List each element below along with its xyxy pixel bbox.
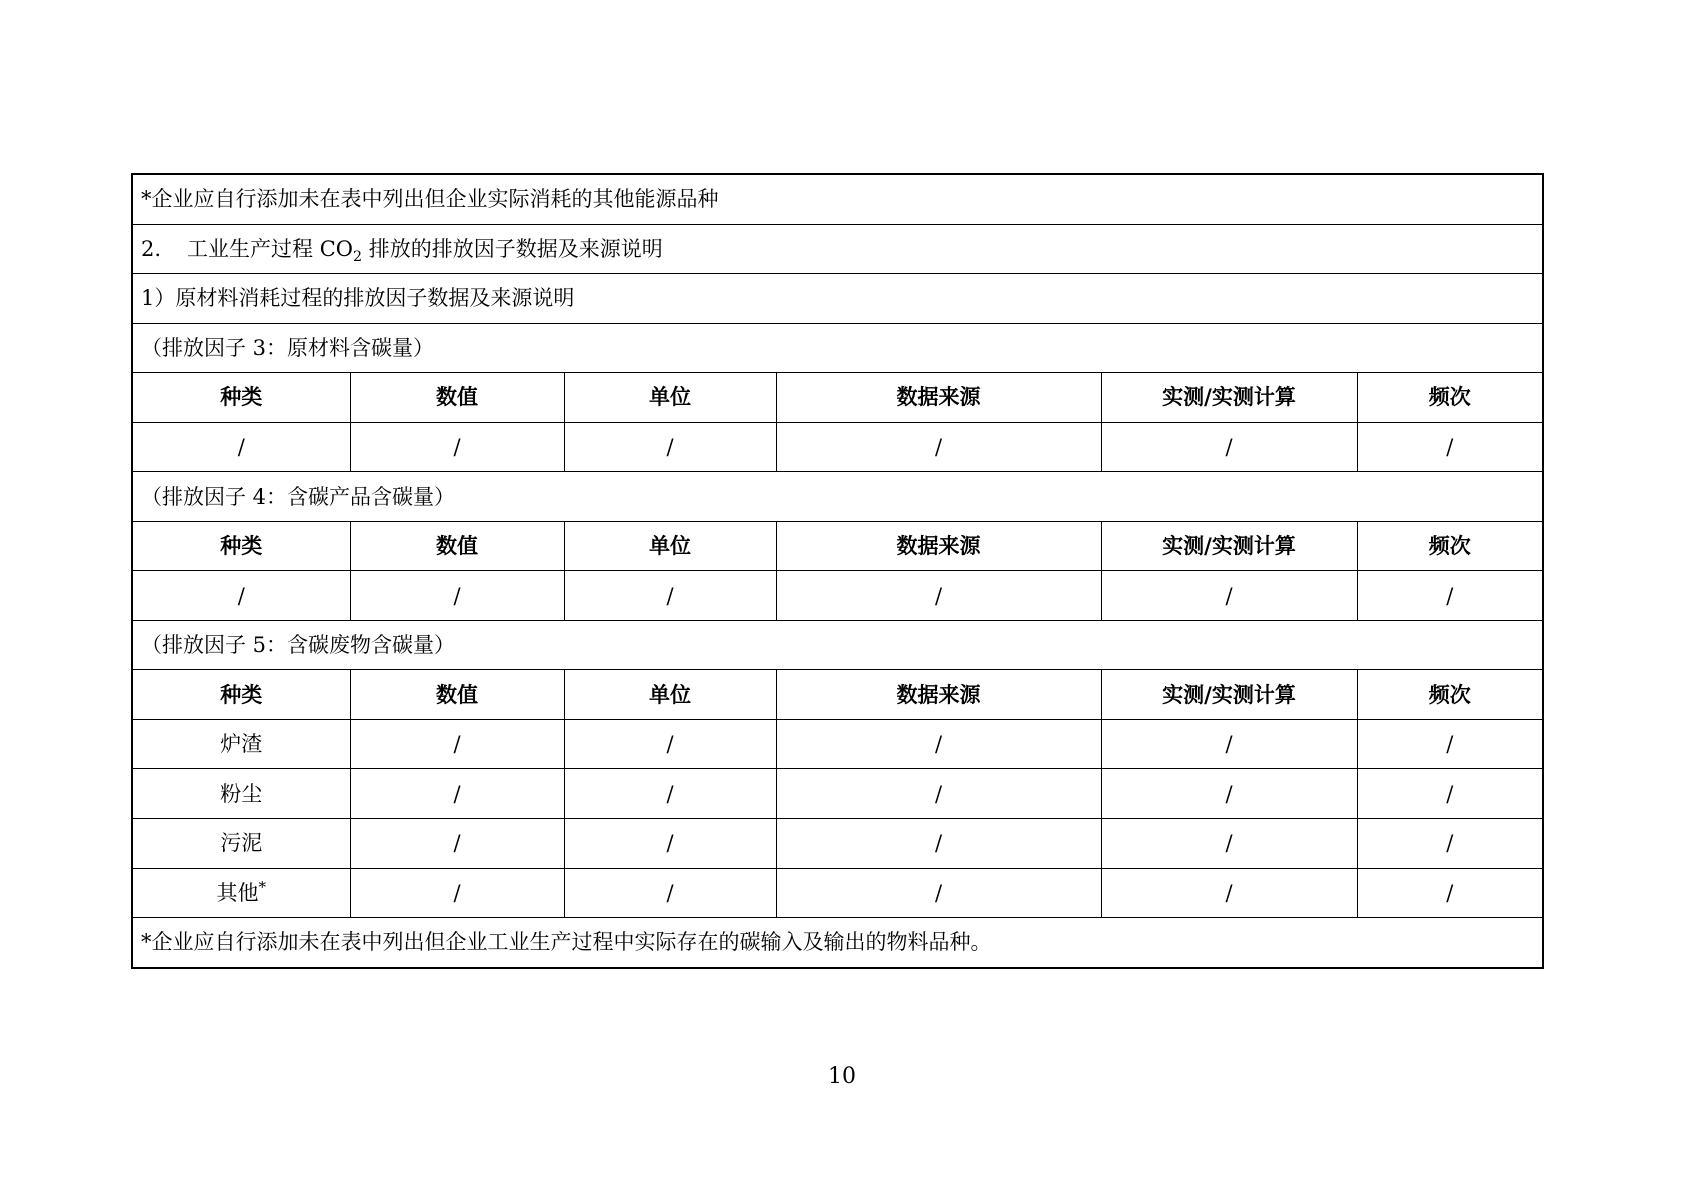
section-number: 2. bbox=[141, 236, 162, 261]
table-cell: / bbox=[776, 819, 1101, 869]
col-header-value: 数值 bbox=[350, 521, 564, 571]
table-cell: / bbox=[776, 719, 1101, 769]
col-header-frequency: 频次 bbox=[1357, 670, 1543, 720]
table-cell: / bbox=[1101, 819, 1357, 869]
table-cell: / bbox=[350, 422, 564, 472]
col-header-unit: 单位 bbox=[564, 521, 776, 571]
table-cell: / bbox=[776, 571, 1101, 621]
col-header-data-source: 数据来源 bbox=[776, 521, 1101, 571]
table-cell: / bbox=[564, 868, 776, 918]
col-header-frequency: 频次 bbox=[1357, 373, 1543, 423]
row-label-dust: 粉尘 bbox=[132, 769, 350, 819]
section-2-title bbox=[132, 224, 1543, 274]
row-label-sludge: 污泥 bbox=[132, 819, 350, 869]
table-row bbox=[132, 571, 1543, 621]
factor-5-title: （排放因子 5：含碳废物含碳量） bbox=[132, 620, 1543, 670]
table-cell: / bbox=[350, 868, 564, 918]
col-header-data-source: 数据来源 bbox=[776, 373, 1101, 423]
table-row bbox=[132, 819, 1543, 869]
table-cell: / bbox=[564, 422, 776, 472]
table-cell: / bbox=[350, 819, 564, 869]
table-cell: / bbox=[1357, 571, 1543, 621]
col-header-type: 种类 bbox=[132, 521, 350, 571]
page-number: 10 bbox=[828, 1064, 856, 1089]
factor-4-title: （排放因子 4：含碳产品含碳量） bbox=[132, 472, 1543, 522]
bottom-note-text: *企业应自行添加未在表中列出但企业工业生产过程中实际存在的碳输入及输出的物料品种。 bbox=[132, 918, 1543, 968]
table-row bbox=[132, 274, 1543, 324]
table-cell: / bbox=[1357, 719, 1543, 769]
row-label-other bbox=[132, 868, 350, 918]
table-cell: / bbox=[1357, 819, 1543, 869]
table-row bbox=[132, 174, 1543, 224]
factor-3-title: （排放因子 3：原材料含碳量） bbox=[132, 323, 1543, 373]
subsection-1-title: 1）原材料消耗过程的排放因子数据及来源说明 bbox=[132, 274, 1543, 324]
row-label-other-text: 其他 bbox=[216, 880, 259, 905]
col-header-frequency: 频次 bbox=[1357, 521, 1543, 571]
table-cell: / bbox=[776, 769, 1101, 819]
table-row bbox=[132, 719, 1543, 769]
table-row bbox=[132, 472, 1543, 522]
table-row bbox=[132, 323, 1543, 373]
table-header-row bbox=[132, 373, 1543, 423]
asterisk-superscript: * bbox=[258, 877, 267, 896]
table-cell: / bbox=[1101, 868, 1357, 918]
table-cell: / bbox=[564, 769, 776, 819]
section-title-post-co2: 排放的排放因子数据及来源说明 bbox=[362, 236, 663, 261]
table-cell: / bbox=[1101, 769, 1357, 819]
table-cell: / bbox=[1101, 422, 1357, 472]
table-cell: / bbox=[350, 571, 564, 621]
col-header-measured: 实测/实测计算 bbox=[1101, 670, 1357, 720]
table-cell: / bbox=[1101, 571, 1357, 621]
table-row bbox=[132, 422, 1543, 472]
table-row bbox=[132, 224, 1543, 274]
table-cell: / bbox=[564, 819, 776, 869]
table-cell: / bbox=[564, 719, 776, 769]
table-cell: / bbox=[350, 769, 564, 819]
table-header-row bbox=[132, 521, 1543, 571]
col-header-unit: 单位 bbox=[564, 670, 776, 720]
table-cell: / bbox=[776, 868, 1101, 918]
col-header-value: 数值 bbox=[350, 373, 564, 423]
table-cell: / bbox=[1357, 769, 1543, 819]
table-cell: / bbox=[1357, 868, 1543, 918]
table-cell: / bbox=[776, 422, 1101, 472]
table-row bbox=[132, 868, 1543, 918]
row-label-slag: 炉渣 bbox=[132, 719, 350, 769]
co2-subscript: 2 bbox=[353, 249, 363, 266]
table-cell: / bbox=[350, 719, 564, 769]
table-row bbox=[132, 620, 1543, 670]
col-header-data-source: 数据来源 bbox=[776, 670, 1101, 720]
emission-factor-table bbox=[131, 173, 1544, 969]
table-header-row bbox=[132, 670, 1543, 720]
table-row bbox=[132, 918, 1543, 968]
table-cell: / bbox=[1101, 719, 1357, 769]
col-header-type: 种类 bbox=[132, 670, 350, 720]
col-header-measured: 实测/实测计算 bbox=[1101, 521, 1357, 571]
table-cell: / bbox=[1357, 422, 1543, 472]
table-cell: / bbox=[132, 571, 350, 621]
col-header-measured: 实测/实测计算 bbox=[1101, 373, 1357, 423]
table-row bbox=[132, 769, 1543, 819]
table-cell: / bbox=[564, 571, 776, 621]
top-note-text: *企业应自行添加未在表中列出但企业实际消耗的其他能源品种 bbox=[132, 174, 1543, 224]
col-header-unit: 单位 bbox=[564, 373, 776, 423]
table-cell: / bbox=[132, 422, 350, 472]
section-title-pre-co2: 工业生产过程 CO bbox=[187, 236, 354, 261]
col-header-type: 种类 bbox=[132, 373, 350, 423]
col-header-value: 数值 bbox=[350, 670, 564, 720]
